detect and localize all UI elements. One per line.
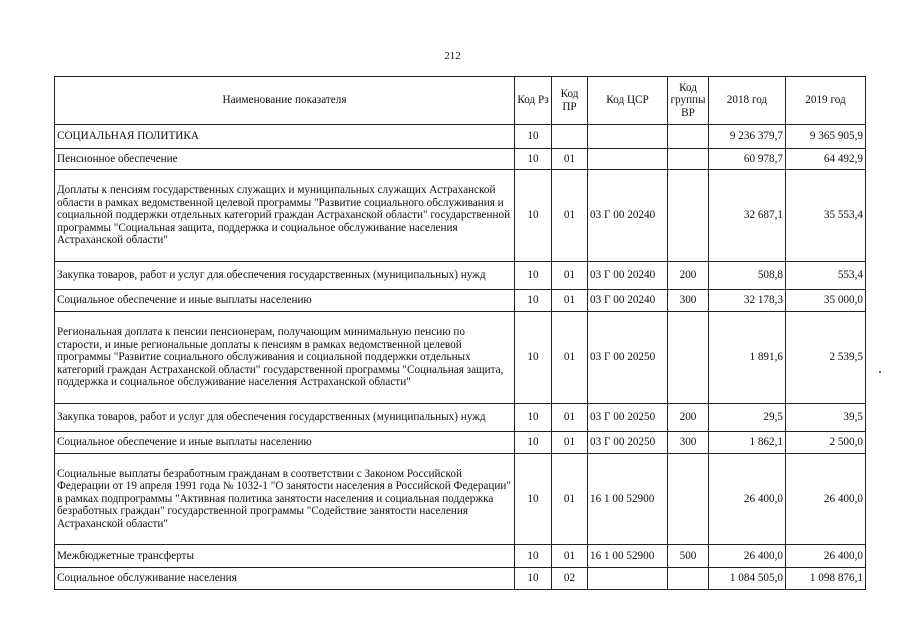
row-name: СОЦИАЛЬНАЯ ПОЛИТИКА: [55, 125, 515, 149]
row-2019: 2 539,5: [786, 312, 866, 404]
row-2018: 60 978,7: [709, 149, 786, 170]
table-row: [55, 125, 866, 149]
row-vr: [668, 149, 709, 170]
row-2019: 553,4: [786, 262, 866, 290]
row-2018: 508,8: [709, 262, 786, 290]
row-pr: 01: [552, 545, 588, 568]
row-2018: 1 862,1: [709, 432, 786, 454]
row-2019: 35 553,4: [786, 170, 866, 262]
table-row: [55, 170, 866, 262]
row-pr: 01: [552, 454, 588, 545]
row-2018: 26 400,0: [709, 545, 786, 568]
row-2019: 35 000,0: [786, 290, 866, 312]
row-2018: 29,5: [709, 404, 786, 432]
row-2018: 32 687,1: [709, 170, 786, 262]
row-pr: 01: [552, 312, 588, 404]
row-rz: 10: [515, 568, 552, 590]
row-vr: 200: [668, 262, 709, 290]
row-csr: 03 Г 00 20250: [588, 312, 668, 404]
row-2018: 1 084 505,0: [709, 568, 786, 590]
row-name: Закупка товаров, работ и услуг для обеспечения государственных (муниципальных) нужд: [55, 404, 515, 432]
row-csr: 03 Г 00 20240: [588, 290, 668, 312]
row-name: Межбюджетные трансферты: [55, 545, 515, 568]
row-2019: 26 400,0: [786, 545, 866, 568]
row-csr: [588, 149, 668, 170]
header-2019: 2019 год: [786, 77, 866, 125]
row-name: Социальное обслуживание населения: [55, 568, 515, 590]
row-name: Закупка товаров, работ и услуг для обеспечения государственных (муниципальных) нужд: [55, 262, 515, 290]
row-vr: [668, 312, 709, 404]
row-csr: [588, 568, 668, 590]
row-vr: [668, 125, 709, 149]
table-row: [55, 312, 866, 404]
row-name: Социальное обеспечение и иные выплаты населению: [55, 290, 515, 312]
row-vr: [668, 568, 709, 590]
row-rz: 10: [515, 432, 552, 454]
header-csr: Код ЦСР: [588, 77, 668, 125]
row-name: Социальное обеспечение и иные выплаты населению: [55, 432, 515, 454]
row-csr: 16 1 00 52900: [588, 454, 668, 545]
table-row: [55, 432, 866, 454]
scan-speck: [879, 371, 881, 373]
header-name: Наименование показателя: [55, 77, 515, 125]
row-csr: 03 Г 00 20240: [588, 170, 668, 262]
row-2018: 9 236 379,7: [709, 125, 786, 149]
row-name: Доплаты к пенсиям государственных служащих и муниципальных служащих Астраханской области в рамках ведомственной целевой программы "Развитие социального обслуживания и социальной поддержки отдельных категорий граждан Астраханской области" государственной программы "Социальная защита, поддержка и социальное обслуживание населения Астраханской области": [55, 170, 515, 262]
row-2019: 9 365 905,9: [786, 125, 866, 149]
row-rz: 10: [515, 454, 552, 545]
row-2018: 1 891,6: [709, 312, 786, 404]
row-csr: 03 Г 00 20250: [588, 404, 668, 432]
row-name: Социальные выплаты безработным гражданам в соответствии с Законом Российской Федерации от 19 апреля 1991 года № 1032-1 "О занятости населения в Российской Федерации" в рамках подпрограммы "Активная политика занятости населения и социальная поддержка безработных граждан" государственной программы "Содействие занятости населения Астраханской области": [55, 454, 515, 545]
budget-table: [54, 76, 866, 590]
row-name: Региональная доплата к пенсии пенсионерам, получающим минимальную пенсию по старости, и иные региональные доплаты к пенсиям в рамках ведомственной целевой программы "Развитие социального обслуживания и социальной поддержки отдельных категорий граждан Астраханской области" государственной программы "Социальная защита, поддержка и социальное обслуживание населения Астраханской области": [55, 312, 515, 404]
row-rz: 10: [515, 290, 552, 312]
table-row: [55, 454, 866, 545]
row-2019: 64 492,9: [786, 149, 866, 170]
row-pr: 01: [552, 432, 588, 454]
row-rz: 10: [515, 125, 552, 149]
row-rz: 10: [515, 149, 552, 170]
row-2019: 26 400,0: [786, 454, 866, 545]
row-csr: 03 Г 00 20240: [588, 262, 668, 290]
row-pr: 01: [552, 290, 588, 312]
row-pr: [552, 125, 588, 149]
row-2018: 26 400,0: [709, 454, 786, 545]
row-vr: 300: [668, 290, 709, 312]
table-row: [55, 404, 866, 432]
row-2018: 32 178,3: [709, 290, 786, 312]
row-csr: 03 Г 00 20250: [588, 432, 668, 454]
row-pr: 01: [552, 404, 588, 432]
row-pr: 02: [552, 568, 588, 590]
header-vr: Код группы ВР: [668, 77, 709, 125]
header-row: [55, 77, 866, 125]
row-rz: 10: [515, 170, 552, 262]
row-rz: 10: [515, 545, 552, 568]
row-rz: 10: [515, 312, 552, 404]
table-row: [55, 262, 866, 290]
table-row: [55, 149, 866, 170]
page-number: 212: [444, 50, 461, 62]
row-pr: 01: [552, 170, 588, 262]
row-pr: 01: [552, 262, 588, 290]
row-csr: [588, 125, 668, 149]
row-vr: [668, 454, 709, 545]
row-2019: 2 500,0: [786, 432, 866, 454]
row-vr: 500: [668, 545, 709, 568]
row-csr: 16 1 00 52900: [588, 545, 668, 568]
table-row: [55, 568, 866, 590]
row-name: Пенсионное обеспечение: [55, 149, 515, 170]
header-2018: 2018 год: [709, 77, 786, 125]
header-pr: Код ПР: [552, 77, 588, 125]
row-2019: 1 098 876,1: [786, 568, 866, 590]
table-row: [55, 545, 866, 568]
row-rz: 10: [515, 404, 552, 432]
header-rz: Код Рз: [515, 77, 552, 125]
row-vr: 200: [668, 404, 709, 432]
row-2019: 39,5: [786, 404, 866, 432]
row-vr: 300: [668, 432, 709, 454]
row-rz: 10: [515, 262, 552, 290]
row-pr: 01: [552, 149, 588, 170]
row-vr: [668, 170, 709, 262]
table-row: [55, 290, 866, 312]
